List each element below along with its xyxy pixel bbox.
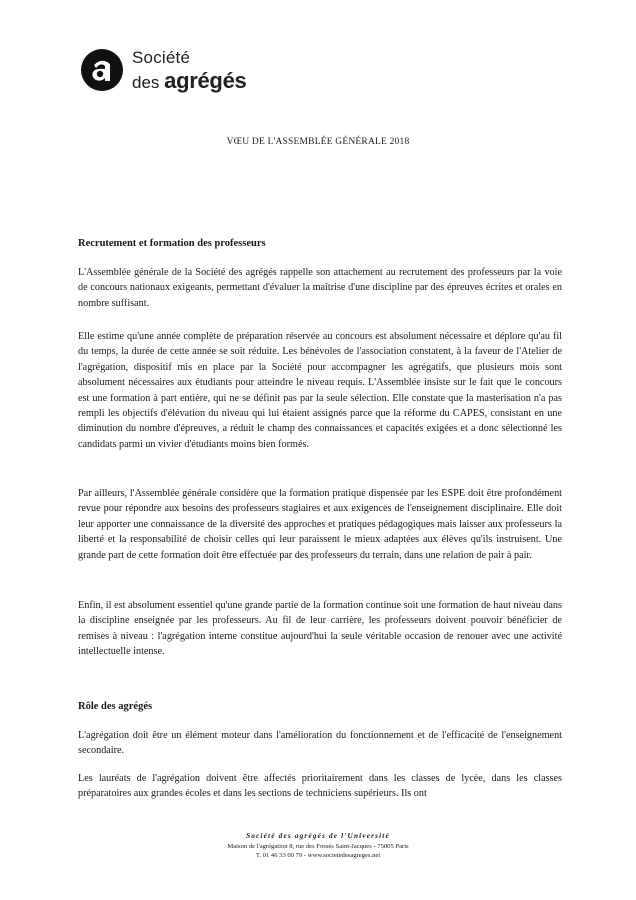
section-heading-recrutement: Recrutement et formation des professeurs — [78, 238, 266, 249]
paragraph: Les lauréats de l'agrégation doivent être affectés prioritairement dans les classes de lycée, dans les classes préparatoires aux grandes écoles et dans les sections de techniciens supérieurs. Ils ont — [78, 773, 562, 800]
paragraph: Elle estime qu'une année complète de préparation réservée au concours est absolument nécessaire et déplore qu'au fil du temps, la durée de cette année se soit réduite. Les bénévoles de l'association constatent, à la faveur de l'Atelier de l'agrégation, dispositif mis en place par la Société pour accompagner les agrégatifs, que plusieurs mois sont absolument nécessaires aux étudiants pour atteindre le niveau requis. L'Assemblée insiste sur le fait que le concours est une formation à part entière, qui ne se définit pas par la seule sélection. Elle constate que la masterisation n'a pas rempli les objectifs d'élévation du niveau qui lui étaient assignés parce que la réforme du CAPES, consistant en une diminution du nombre d'épreuves, a réduit le champ des connaissances et capacités exigées et a donc sélectionné les candidats parmi un vivier d'étudiants moins bien formés. — [78, 331, 562, 450]
paragraph: Par ailleurs, l'Assemblée générale considère que la formation pratique dispensée par les ESPE doit être profondément revue pour répondre aux besoins des professeurs stagiaires et aux exigences de l'enseignement disciplinaire. Elle doit leur apporter une connaissance de la diversité des approches et pratiques pédagogiques mais laisser aux professeurs la liberté et la responsabilité de choisir celles qui leur paraissent le mieux adaptées aux élèves qu'ils instruisent. Une grande part de cette formation doit être effectuée par des professeurs du terrain, dans une relation de pair à pair. — [78, 488, 562, 561]
paragraph: L'Assemblée générale de la Société des agrégés rappelle son attachement au recrutement des professeurs par la voie de concours nationaux exigeants, permettant d'évaluer la maîtrise d'une discipline par des épreuves écrites et orales en nombre suffisant. — [78, 267, 562, 309]
footer-organization: Société des agrégés de l'Université — [246, 832, 390, 840]
logo-text-agreges: agrégés — [164, 68, 247, 93]
document-title: VŒU DE L'ASSEMBLÉE GÉNÉRALE 2018 — [226, 137, 410, 147]
paragraph: Enfin, il est absolument essentiel qu'une grande partie de la formation continue soit une formation de haut niveau dans la discipline enseignée par les professeurs. Au fil de leur carrière, les professeurs doivent pouvoir bénéficier de remises à niveau : l'agrégation interne constitue aujourd'hui la seule véritable occasion de renouer avec une activité intellectuelle intense. — [78, 600, 562, 658]
footer-contact: T. 01 46 33 00 79 - www.societedesagreges.net — [255, 852, 381, 860]
footer-address: Maison de l'agrégation 8, rue des Fossés Saint-Jacques - 75005 Paris — [227, 842, 409, 850]
page-footer — [0, 832, 636, 861]
paragraph: L'agrégation doit être un élément moteur dans l'amélioration du fonctionnement et de l'efficacité de l'enseignement secondaire. — [78, 730, 562, 757]
logo-text-line1: Société — [132, 48, 191, 67]
section-heading-role: Rôle des agrégés — [78, 701, 153, 712]
society-logo-mark-icon — [80, 48, 124, 92]
logo-text-line2 — [132, 68, 246, 94]
logo-text-des: des — [132, 73, 160, 92]
society-logo — [80, 44, 280, 96]
